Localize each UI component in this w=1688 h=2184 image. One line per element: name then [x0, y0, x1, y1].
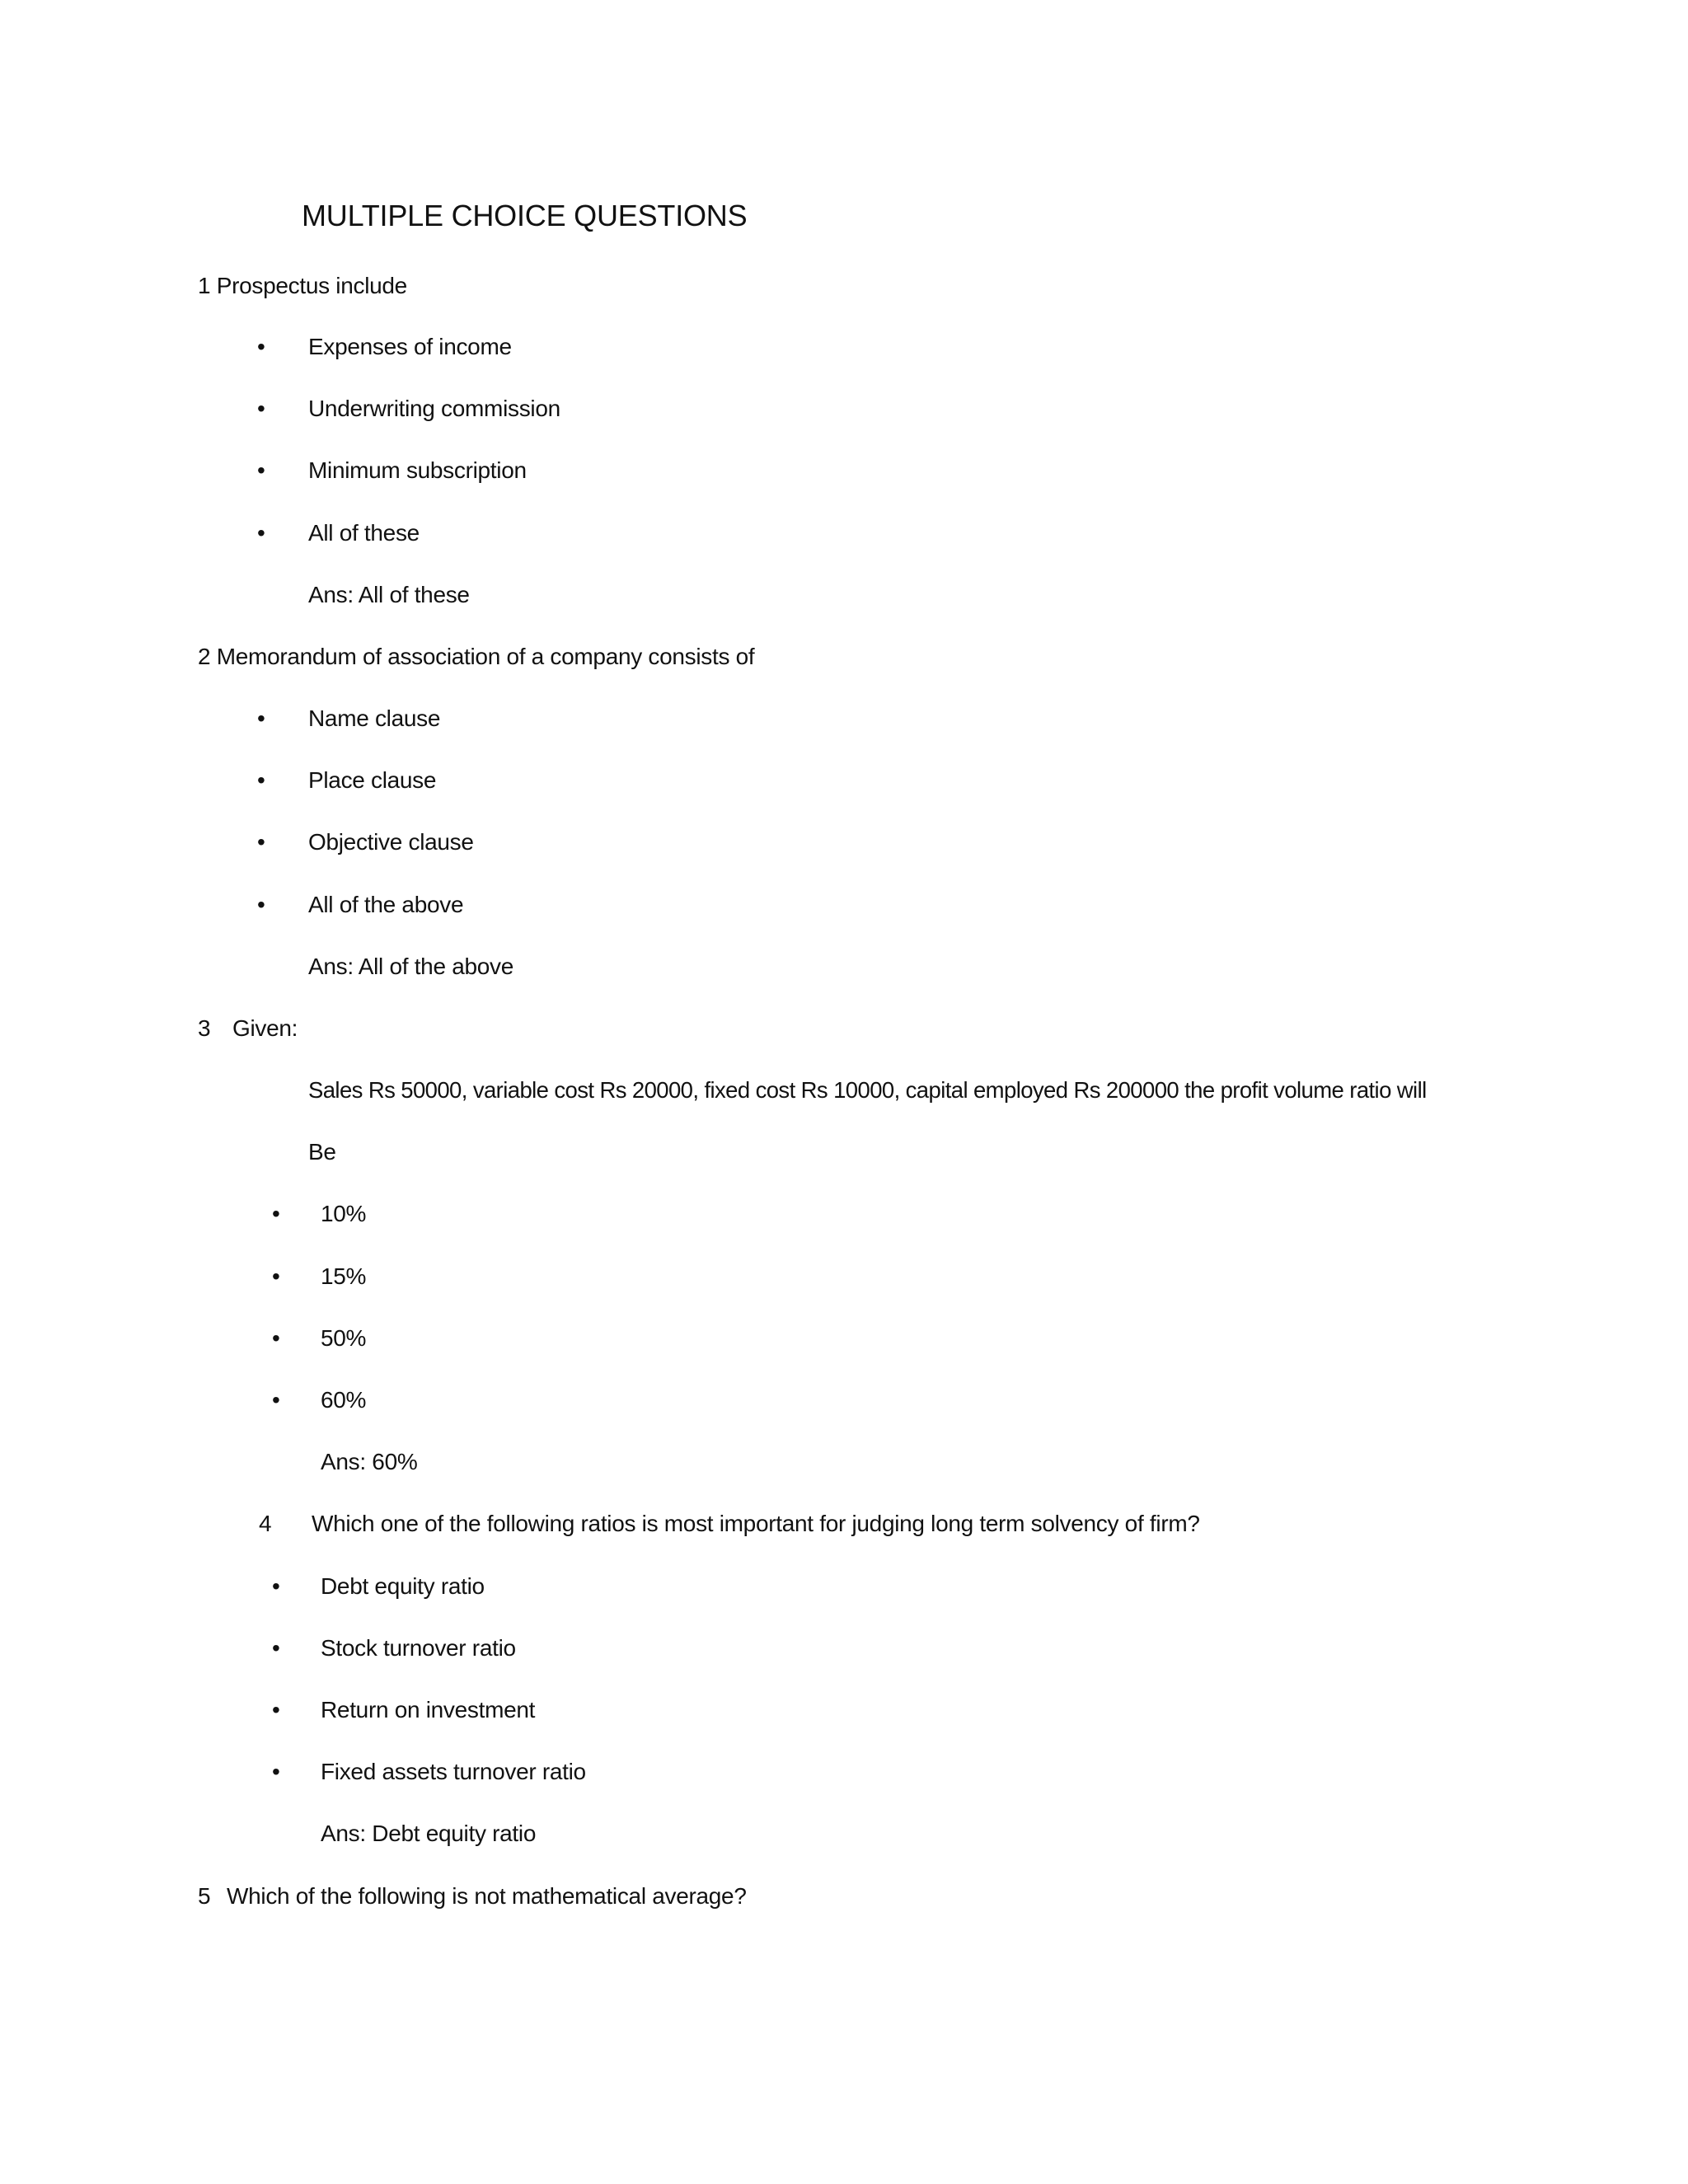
bullet-icon: •	[257, 520, 265, 546]
question-3-prompt: Given:	[232, 1015, 298, 1041]
question-2-option-1: Name clause	[308, 705, 441, 731]
question-3-option-3: 50%	[321, 1325, 367, 1351]
question-4-option-1: Debt equity ratio	[321, 1573, 485, 1599]
bullet-icon: •	[272, 1201, 280, 1226]
bullet-icon: •	[272, 1263, 280, 1289]
question-1-option-4: All of these	[308, 520, 420, 546]
question-1-option-1: Expenses of income	[308, 334, 512, 359]
question-1-text: 1 Prospectus include	[198, 273, 407, 298]
bullet-icon: •	[272, 1697, 280, 1722]
question-5-prompt: Which of the following is not mathematical average?	[227, 1883, 747, 1909]
question-4-option-4: Fixed assets turnover ratio	[321, 1759, 586, 1784]
question-5-number: 5	[198, 1883, 211, 1909]
bullet-icon: •	[257, 767, 265, 793]
page-title: MULTIPLE CHOICE QUESTIONS	[302, 199, 748, 232]
bullet-icon: •	[272, 1573, 280, 1599]
bullet-icon: •	[257, 334, 265, 359]
bullet-icon: •	[272, 1635, 280, 1661]
question-1-option-3: Minimum subscription	[308, 457, 527, 483]
question-4-option-2: Stock turnover ratio	[321, 1635, 516, 1661]
question-1-answer: Ans: All of these	[308, 582, 470, 607]
question-3-option-1: 10%	[321, 1201, 367, 1226]
question-4-option-3: Return on investment	[321, 1697, 536, 1722]
question-4-answer: Ans: Debt equity ratio	[321, 1821, 537, 1846]
question-4-number: 4	[259, 1511, 272, 1536]
bullet-icon: •	[257, 396, 265, 421]
bullet-icon: •	[257, 705, 265, 731]
question-3-detail: Sales Rs 50000, variable cost Rs 20000, fixed cost Rs 10000, capital employed Rs 200000 the profit volume ratio will	[308, 1077, 1427, 1103]
question-2-option-3: Objective clause	[308, 829, 474, 855]
bullet-icon: •	[257, 457, 265, 483]
question-3-number: 3	[198, 1015, 211, 1041]
bullet-icon: •	[272, 1325, 280, 1351]
question-3-option-2: 15%	[321, 1263, 367, 1289]
question-2-answer: Ans: All of the above	[308, 954, 513, 979]
question-3-answer: Ans: 60%	[321, 1449, 418, 1474]
question-2-option-2: Place clause	[308, 767, 437, 793]
question-3-detail-cont: Be	[308, 1139, 336, 1165]
question-4-prompt: Which one of the following ratios is most important for judging long term solvency of firm?	[312, 1511, 1200, 1536]
bullet-icon: •	[272, 1387, 280, 1413]
question-1-option-2: Underwriting commission	[308, 396, 560, 421]
bullet-icon: •	[272, 1759, 280, 1784]
question-2-text: 2 Memorandum of association of a company consists of	[198, 644, 755, 669]
bullet-icon: •	[257, 829, 265, 855]
question-2-option-4: All of the above	[308, 892, 464, 917]
bullet-icon: •	[257, 892, 265, 917]
question-3-option-4: 60%	[321, 1387, 367, 1413]
